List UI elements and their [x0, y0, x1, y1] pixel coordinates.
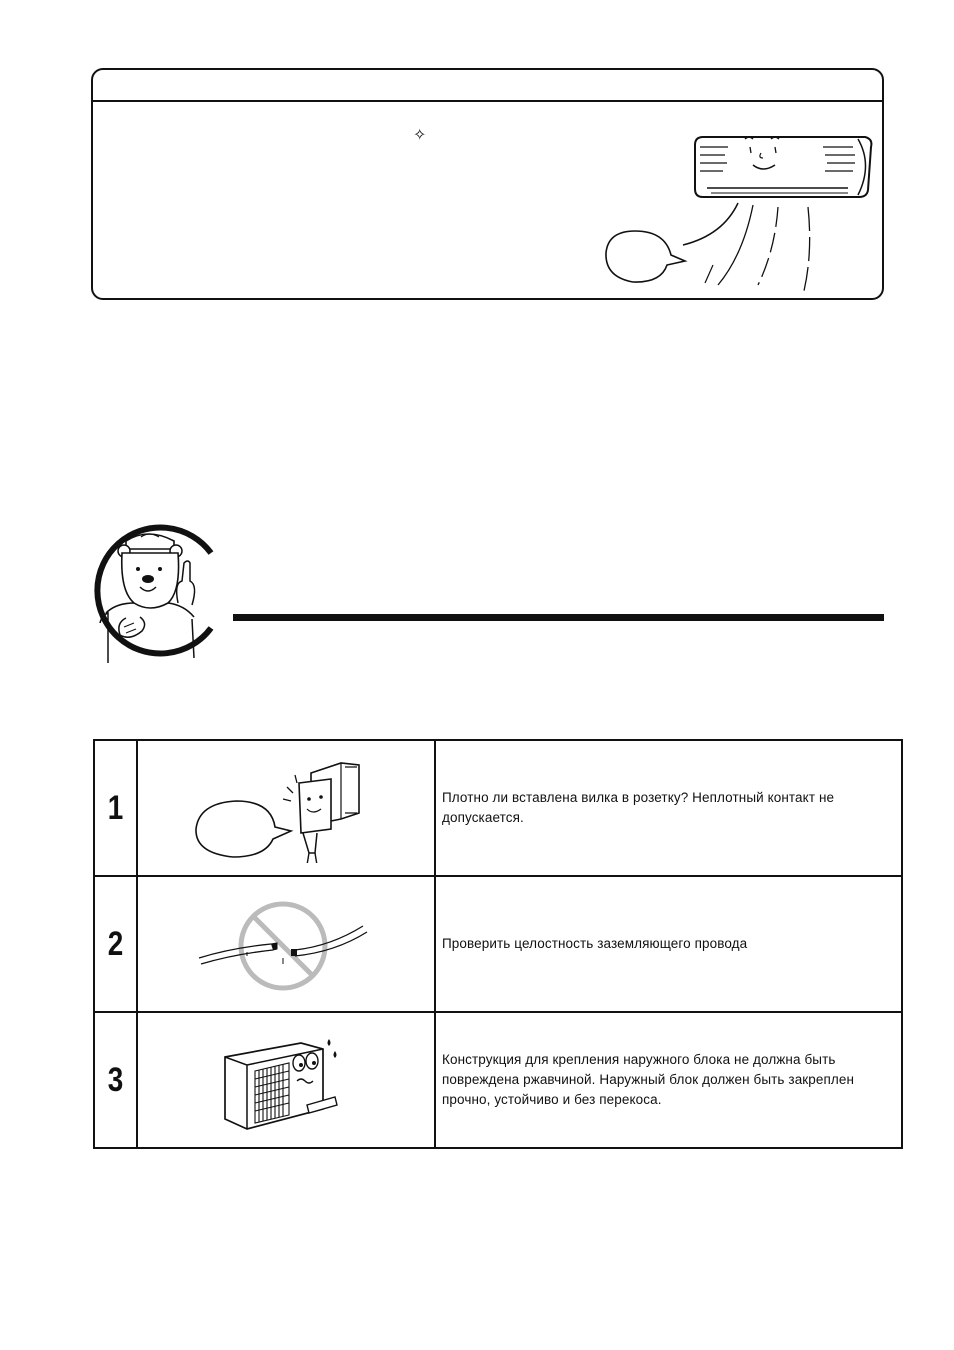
row-number: 2 [107, 924, 124, 963]
table-row [94, 1012, 902, 1148]
outdoor-unit-illustration-cell [137, 1012, 435, 1148]
row-number: 3 [107, 1060, 124, 1099]
table-row [94, 876, 902, 1012]
ground-wire-illustration-cell [137, 876, 435, 1012]
row-number-cell [94, 876, 137, 1012]
info-box [91, 68, 884, 300]
check-description: Конструкция для крепления наружного блока не должна быть повреждена ржавчиной. Наружный блок должен быть закреплен прочно, устойчиво и без перекоса. [442, 1052, 855, 1107]
row-number: 1 [107, 788, 124, 827]
outdoor-unit-illustration [211, 1023, 361, 1138]
sparkle-icon: ✧ [413, 127, 427, 144]
plug-socket-illustration [191, 753, 381, 863]
check-description-cell [435, 740, 902, 876]
row-number-cell [94, 740, 137, 876]
row-number-cell [94, 1012, 137, 1148]
checklist-table [93, 739, 903, 1149]
bear-mascot-emblem [86, 523, 221, 663]
check-description-cell [435, 876, 902, 1012]
section-divider [233, 614, 884, 621]
check-description: Плотно ли вставлена вилка в розетку? Неплотный контакт не допускается. [442, 790, 835, 825]
plug-illustration-cell [137, 740, 435, 876]
check-description-cell [435, 1012, 902, 1148]
info-box-header-divider [93, 100, 882, 102]
check-description: Проверить целостность заземляющего провода [442, 936, 748, 951]
broken-ground-wire-illustration [191, 894, 381, 994]
table-row [94, 740, 902, 876]
air-conditioner-illustration [603, 125, 873, 300]
